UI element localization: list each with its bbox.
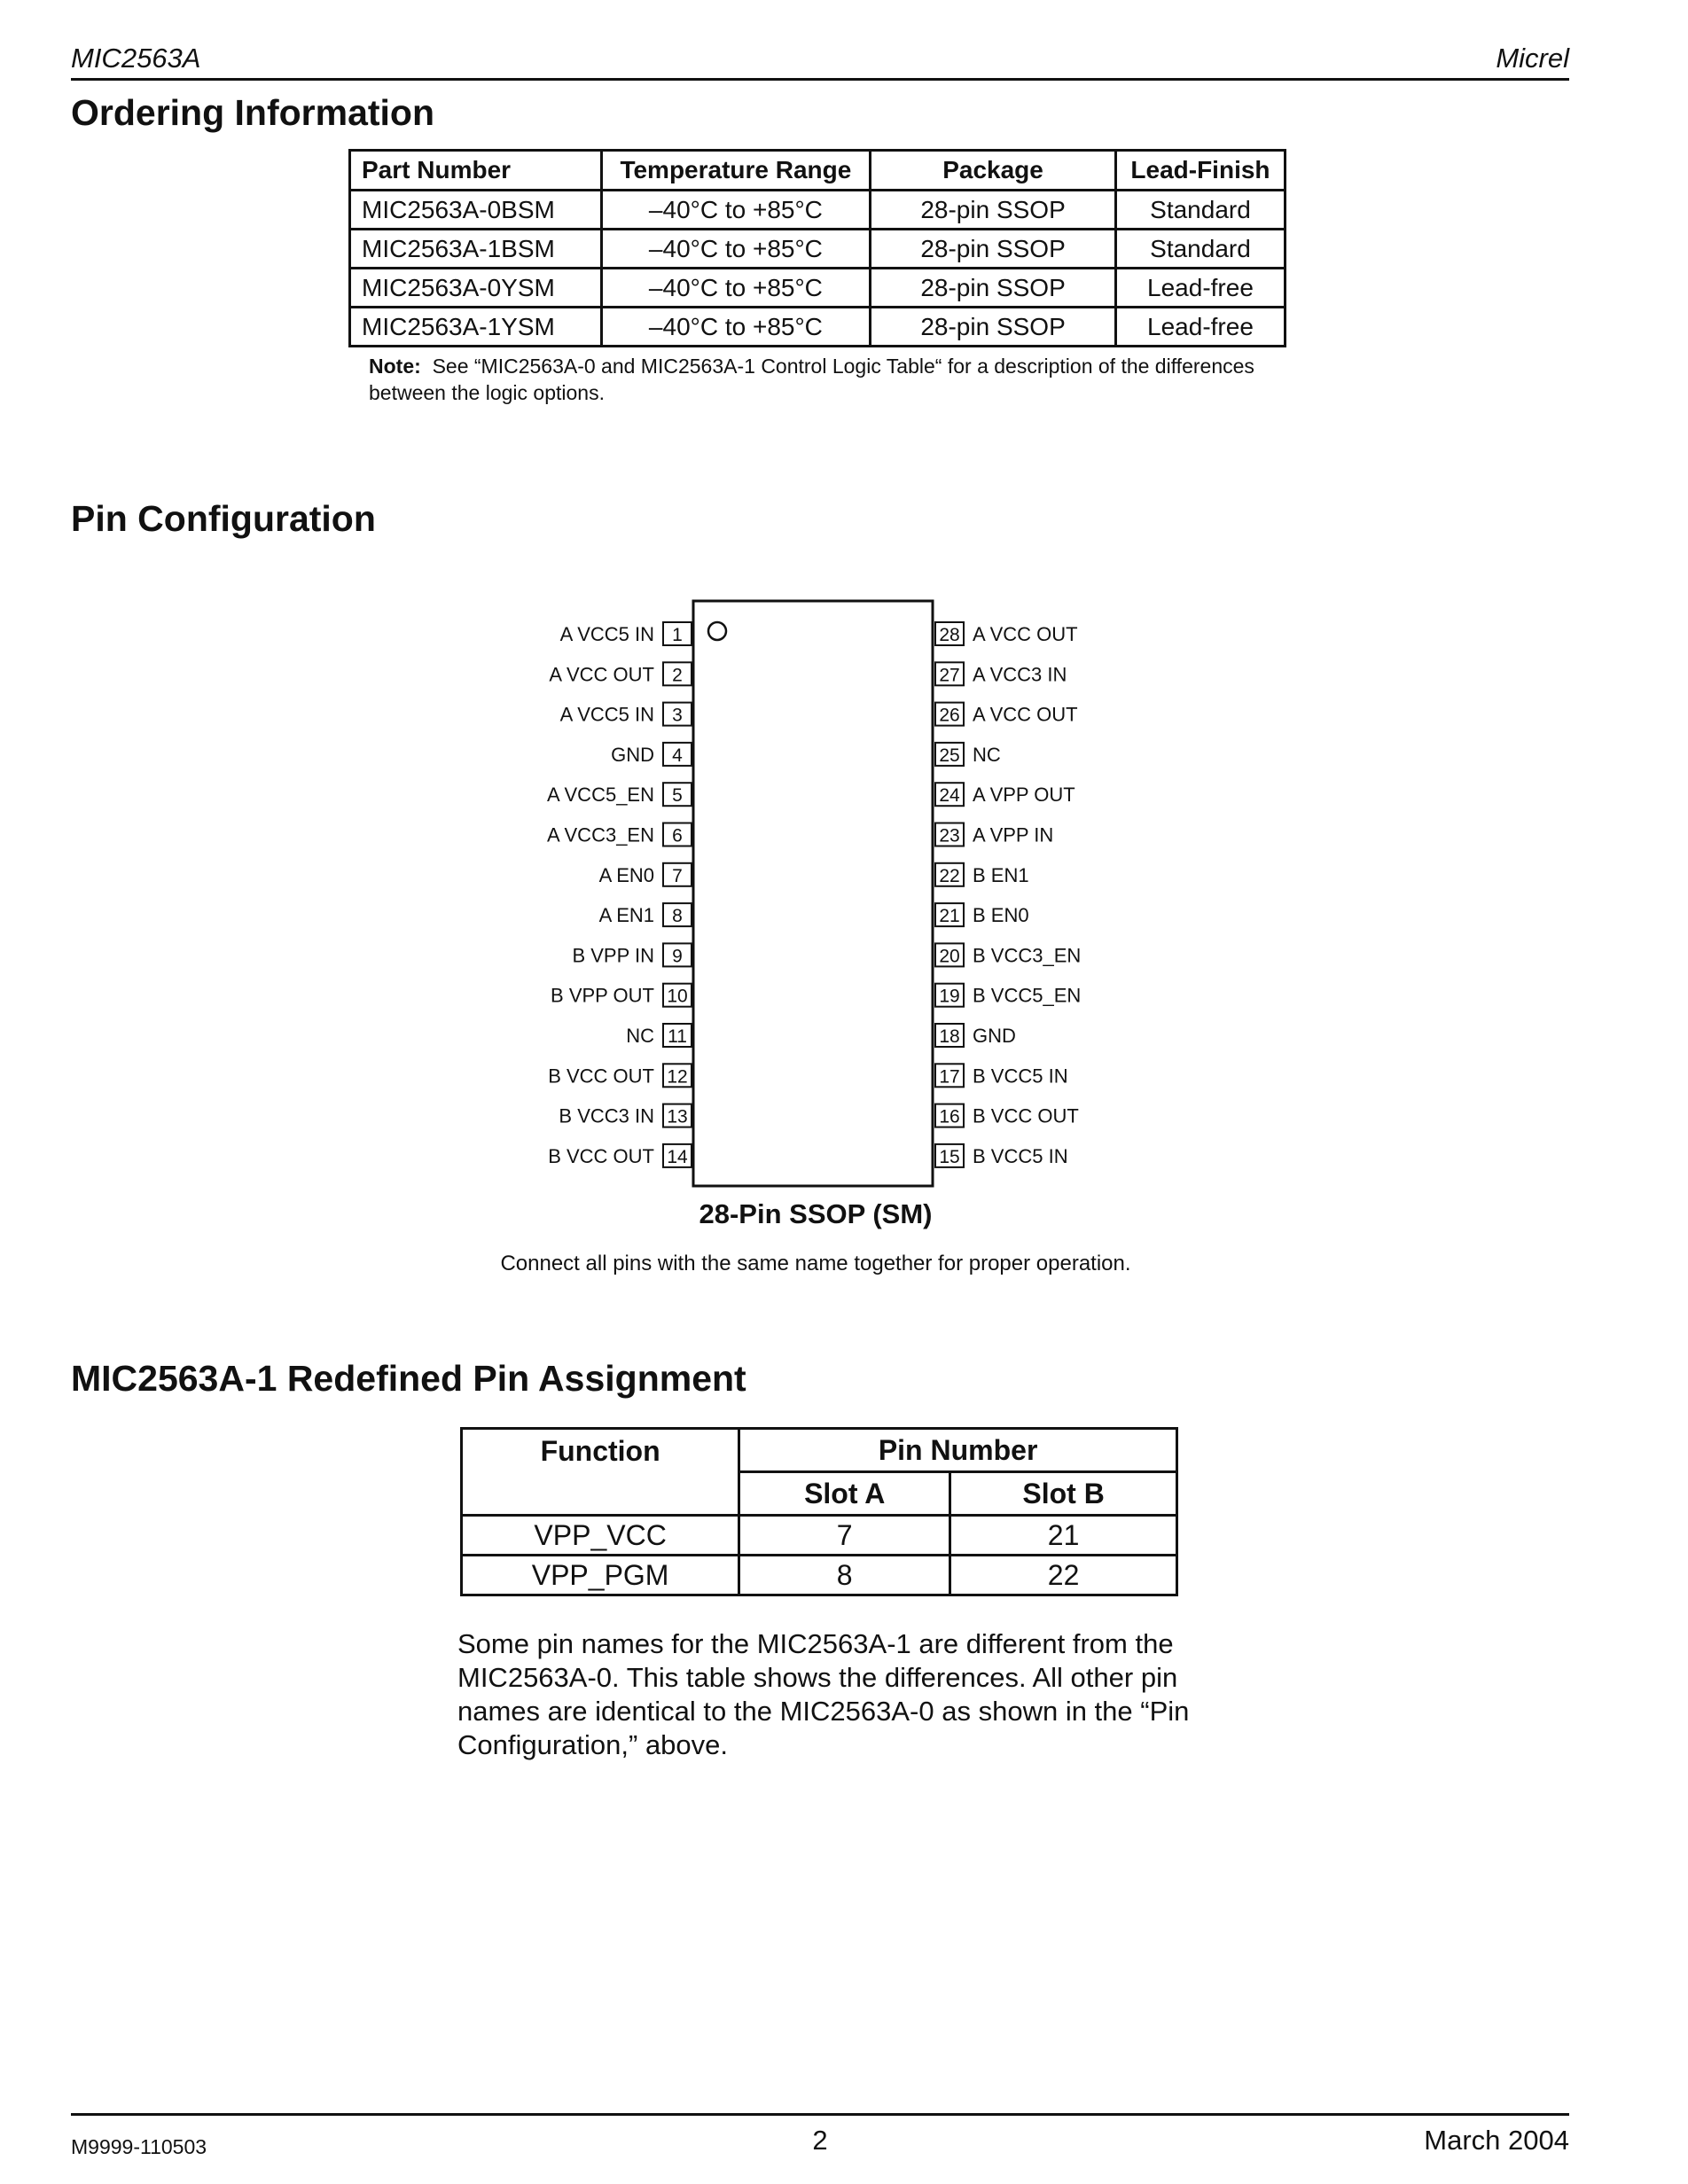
pin-name: B EN0 (973, 904, 1029, 927)
pin-name: NC (973, 743, 1001, 766)
pin-number: 26 (939, 705, 960, 726)
assignment-paragraph: Some pin names for the MIC2563A-1 are different from the MIC2563A-0. This table shows the differences. All other pin names are identical to the MIC2563A-0 as shown in the “Pin Configuration,” above. (457, 1628, 1190, 1760)
pin-name: B VCC3_EN (973, 944, 1082, 967)
table-header-row (462, 1429, 1177, 1472)
pin-5 (547, 783, 692, 806)
pin-14 (548, 1144, 692, 1167)
table-row (350, 269, 1286, 308)
table-row (462, 1556, 1177, 1595)
pin-number: 12 (667, 1066, 688, 1088)
pin-number: 27 (939, 665, 960, 686)
pin-name: B VCC3 IN (559, 1104, 654, 1127)
pin-number: 3 (672, 705, 683, 726)
pin-2 (549, 662, 692, 685)
ordering-title: Ordering Information (71, 92, 434, 133)
pin-18 (935, 1024, 1016, 1047)
temperature-cell: –40°C to +85°C (601, 308, 871, 347)
lead-finish-cell: Standard (1115, 191, 1285, 230)
table-row (350, 191, 1286, 230)
pin-13 (559, 1104, 692, 1127)
pin-number: 14 (667, 1146, 688, 1167)
pin-26 (935, 703, 1078, 726)
pin-name: A EN0 (598, 863, 654, 886)
pin-config-caption: Connect all pins with the same name together for proper operation. (500, 1252, 1131, 1275)
pin-number: 13 (667, 1106, 688, 1127)
column-header: Temperature Range (601, 151, 871, 191)
package-cell: 28-pin SSOP (871, 308, 1116, 347)
pin-number: 11 (668, 1026, 687, 1047)
pin-name: A EN1 (598, 904, 654, 927)
pin-10 (551, 984, 692, 1007)
pin-name: A VCC OUT (549, 663, 654, 686)
footer-page-number: 2 (812, 2125, 828, 2156)
pin-name: B VCC5 IN (973, 1065, 1068, 1088)
package-cell: 28-pin SSOP (871, 269, 1116, 308)
pin-diagram (496, 594, 1135, 1197)
assignment-table (460, 1427, 1178, 1596)
pin-27 (935, 662, 1067, 685)
lead-finish-cell: Lead-free (1115, 269, 1285, 308)
pin-8 (599, 903, 692, 926)
part-number-cell: MIC2563A-1BSM (350, 230, 602, 269)
pin-19 (935, 984, 1081, 1007)
column-header: Part Number (350, 151, 602, 191)
temperature-cell: –40°C to +85°C (601, 191, 871, 230)
pin-number: 10 (667, 986, 688, 1007)
pin-25 (935, 743, 1001, 766)
column-header-slot-a: Slot A (739, 1472, 950, 1516)
pin-6 (547, 823, 692, 846)
pin-number: 17 (939, 1066, 960, 1088)
pin-number: 18 (939, 1026, 960, 1047)
ordering-note (369, 353, 1255, 406)
pin-number: 16 (939, 1106, 960, 1127)
table-header-row (350, 151, 1286, 191)
pin-name: B VCC5 IN (973, 1144, 1068, 1167)
table-row (350, 230, 1286, 269)
pin-config-title: Pin Configuration (71, 498, 376, 539)
chip-body (693, 601, 933, 1186)
table-row (462, 1516, 1177, 1556)
page-footer (71, 2113, 1569, 2169)
column-header-pin-number: Pin Number (739, 1429, 1177, 1472)
pin-number: 7 (672, 865, 683, 886)
slot-a-cell: 8 (739, 1556, 950, 1595)
pin-number: 23 (939, 825, 960, 846)
note-label: Note: (369, 355, 421, 378)
pin-number: 22 (939, 865, 960, 886)
pin-name: A VCC5 IN (559, 703, 654, 726)
temperature-cell: –40°C to +85°C (601, 269, 871, 308)
footer-doc-number: M9999-110503 (71, 2135, 207, 2158)
function-cell: VPP_PGM (462, 1556, 739, 1595)
assignment-title: MIC2563A-1 Redefined Pin Assignment (71, 1358, 746, 1399)
page-header (71, 43, 1569, 81)
pin-11 (626, 1024, 692, 1047)
ordering-table (348, 149, 1286, 347)
pin-9 (572, 943, 692, 966)
pin-name: A VCC OUT (973, 623, 1078, 645)
pin-name: A VPP OUT (973, 784, 1075, 807)
footer-date: March 2004 (1424, 2125, 1569, 2156)
right-pin-group (935, 622, 1081, 1167)
pin-name: B VCC OUT (548, 1144, 654, 1167)
slot-a-cell: 7 (739, 1516, 950, 1556)
pin-16 (935, 1104, 1079, 1127)
temperature-cell: –40°C to +85°C (601, 230, 871, 269)
pin-name: NC (626, 1025, 654, 1047)
pin-name: B VCC OUT (548, 1065, 654, 1088)
pin-number: 20 (939, 946, 960, 967)
left-pin-group (547, 622, 692, 1167)
pin-name: B VCC OUT (973, 1104, 1079, 1127)
header-doc-id: MIC2563A (71, 43, 201, 74)
part-number-cell: MIC2563A-1YSM (350, 308, 602, 347)
column-header: Lead-Finish (1115, 151, 1285, 191)
pin-name: A VCC5 IN (559, 623, 654, 645)
package-title: 28-Pin SSOP (SM) (699, 1198, 933, 1229)
pin-number: 28 (939, 625, 960, 645)
pin-17 (935, 1064, 1068, 1087)
pin-number: 25 (939, 745, 960, 766)
table-row (350, 308, 1286, 347)
pin-3 (560, 703, 692, 726)
pin-number: 9 (672, 946, 683, 967)
pin-name: B EN1 (973, 863, 1029, 886)
pin-number: 5 (672, 785, 683, 807)
pin-number: 1 (672, 625, 683, 645)
package-cell: 28-pin SSOP (871, 230, 1116, 269)
pin-number: 24 (939, 785, 960, 807)
pin-name: B VPP OUT (551, 984, 654, 1007)
pin-22 (935, 863, 1029, 886)
pin-name: A VCC3 IN (973, 663, 1067, 686)
pin-number: 15 (939, 1146, 960, 1167)
pin-24 (935, 783, 1075, 806)
pin-name: A VCC3_EN (546, 823, 654, 846)
pin-name: A VCC5_EN (546, 784, 654, 807)
column-header-function: Function (462, 1429, 739, 1516)
pin-number: 2 (672, 665, 683, 686)
column-header-slot-b: Slot B (950, 1472, 1177, 1516)
pin-number: 21 (939, 906, 960, 927)
pin-name: B VPP IN (572, 944, 654, 967)
note-text: See “MIC2563A-0 and MIC2563A-1 Control Logic Table“ for a description of the differences between the logic options. (369, 355, 1254, 404)
pin-name: GND (973, 1025, 1016, 1047)
pin-number: 8 (672, 906, 683, 927)
part-number-cell: MIC2563A-0BSM (350, 191, 602, 230)
pin-1 (560, 622, 692, 645)
package-cell: 28-pin SSOP (871, 191, 1116, 230)
pin1-marker-icon (708, 622, 726, 640)
column-header: Package (871, 151, 1116, 191)
pin-12 (548, 1064, 692, 1087)
pin-7 (599, 863, 692, 886)
pin-name: A VPP IN (973, 823, 1054, 846)
lead-finish-cell: Standard (1115, 230, 1285, 269)
slot-b-cell: 21 (950, 1516, 1177, 1556)
pin-15 (935, 1144, 1068, 1167)
slot-b-cell: 22 (950, 1556, 1177, 1595)
header-brand: Micrel (1496, 43, 1569, 74)
pin-28 (935, 622, 1078, 645)
pin-number: 4 (672, 745, 683, 766)
pin-23 (935, 823, 1053, 846)
pin-number: 19 (939, 986, 960, 1007)
pin-21 (935, 903, 1029, 926)
pin-4 (611, 743, 692, 766)
pin-name: B VCC5_EN (973, 984, 1082, 1007)
pin-name: GND (611, 743, 654, 766)
part-number-cell: MIC2563A-0YSM (350, 269, 602, 308)
pin-number: 6 (672, 825, 683, 846)
pin-name: A VCC OUT (973, 703, 1078, 726)
lead-finish-cell: Lead-free (1115, 308, 1285, 347)
pin-20 (935, 943, 1081, 966)
function-cell: VPP_VCC (462, 1516, 739, 1556)
